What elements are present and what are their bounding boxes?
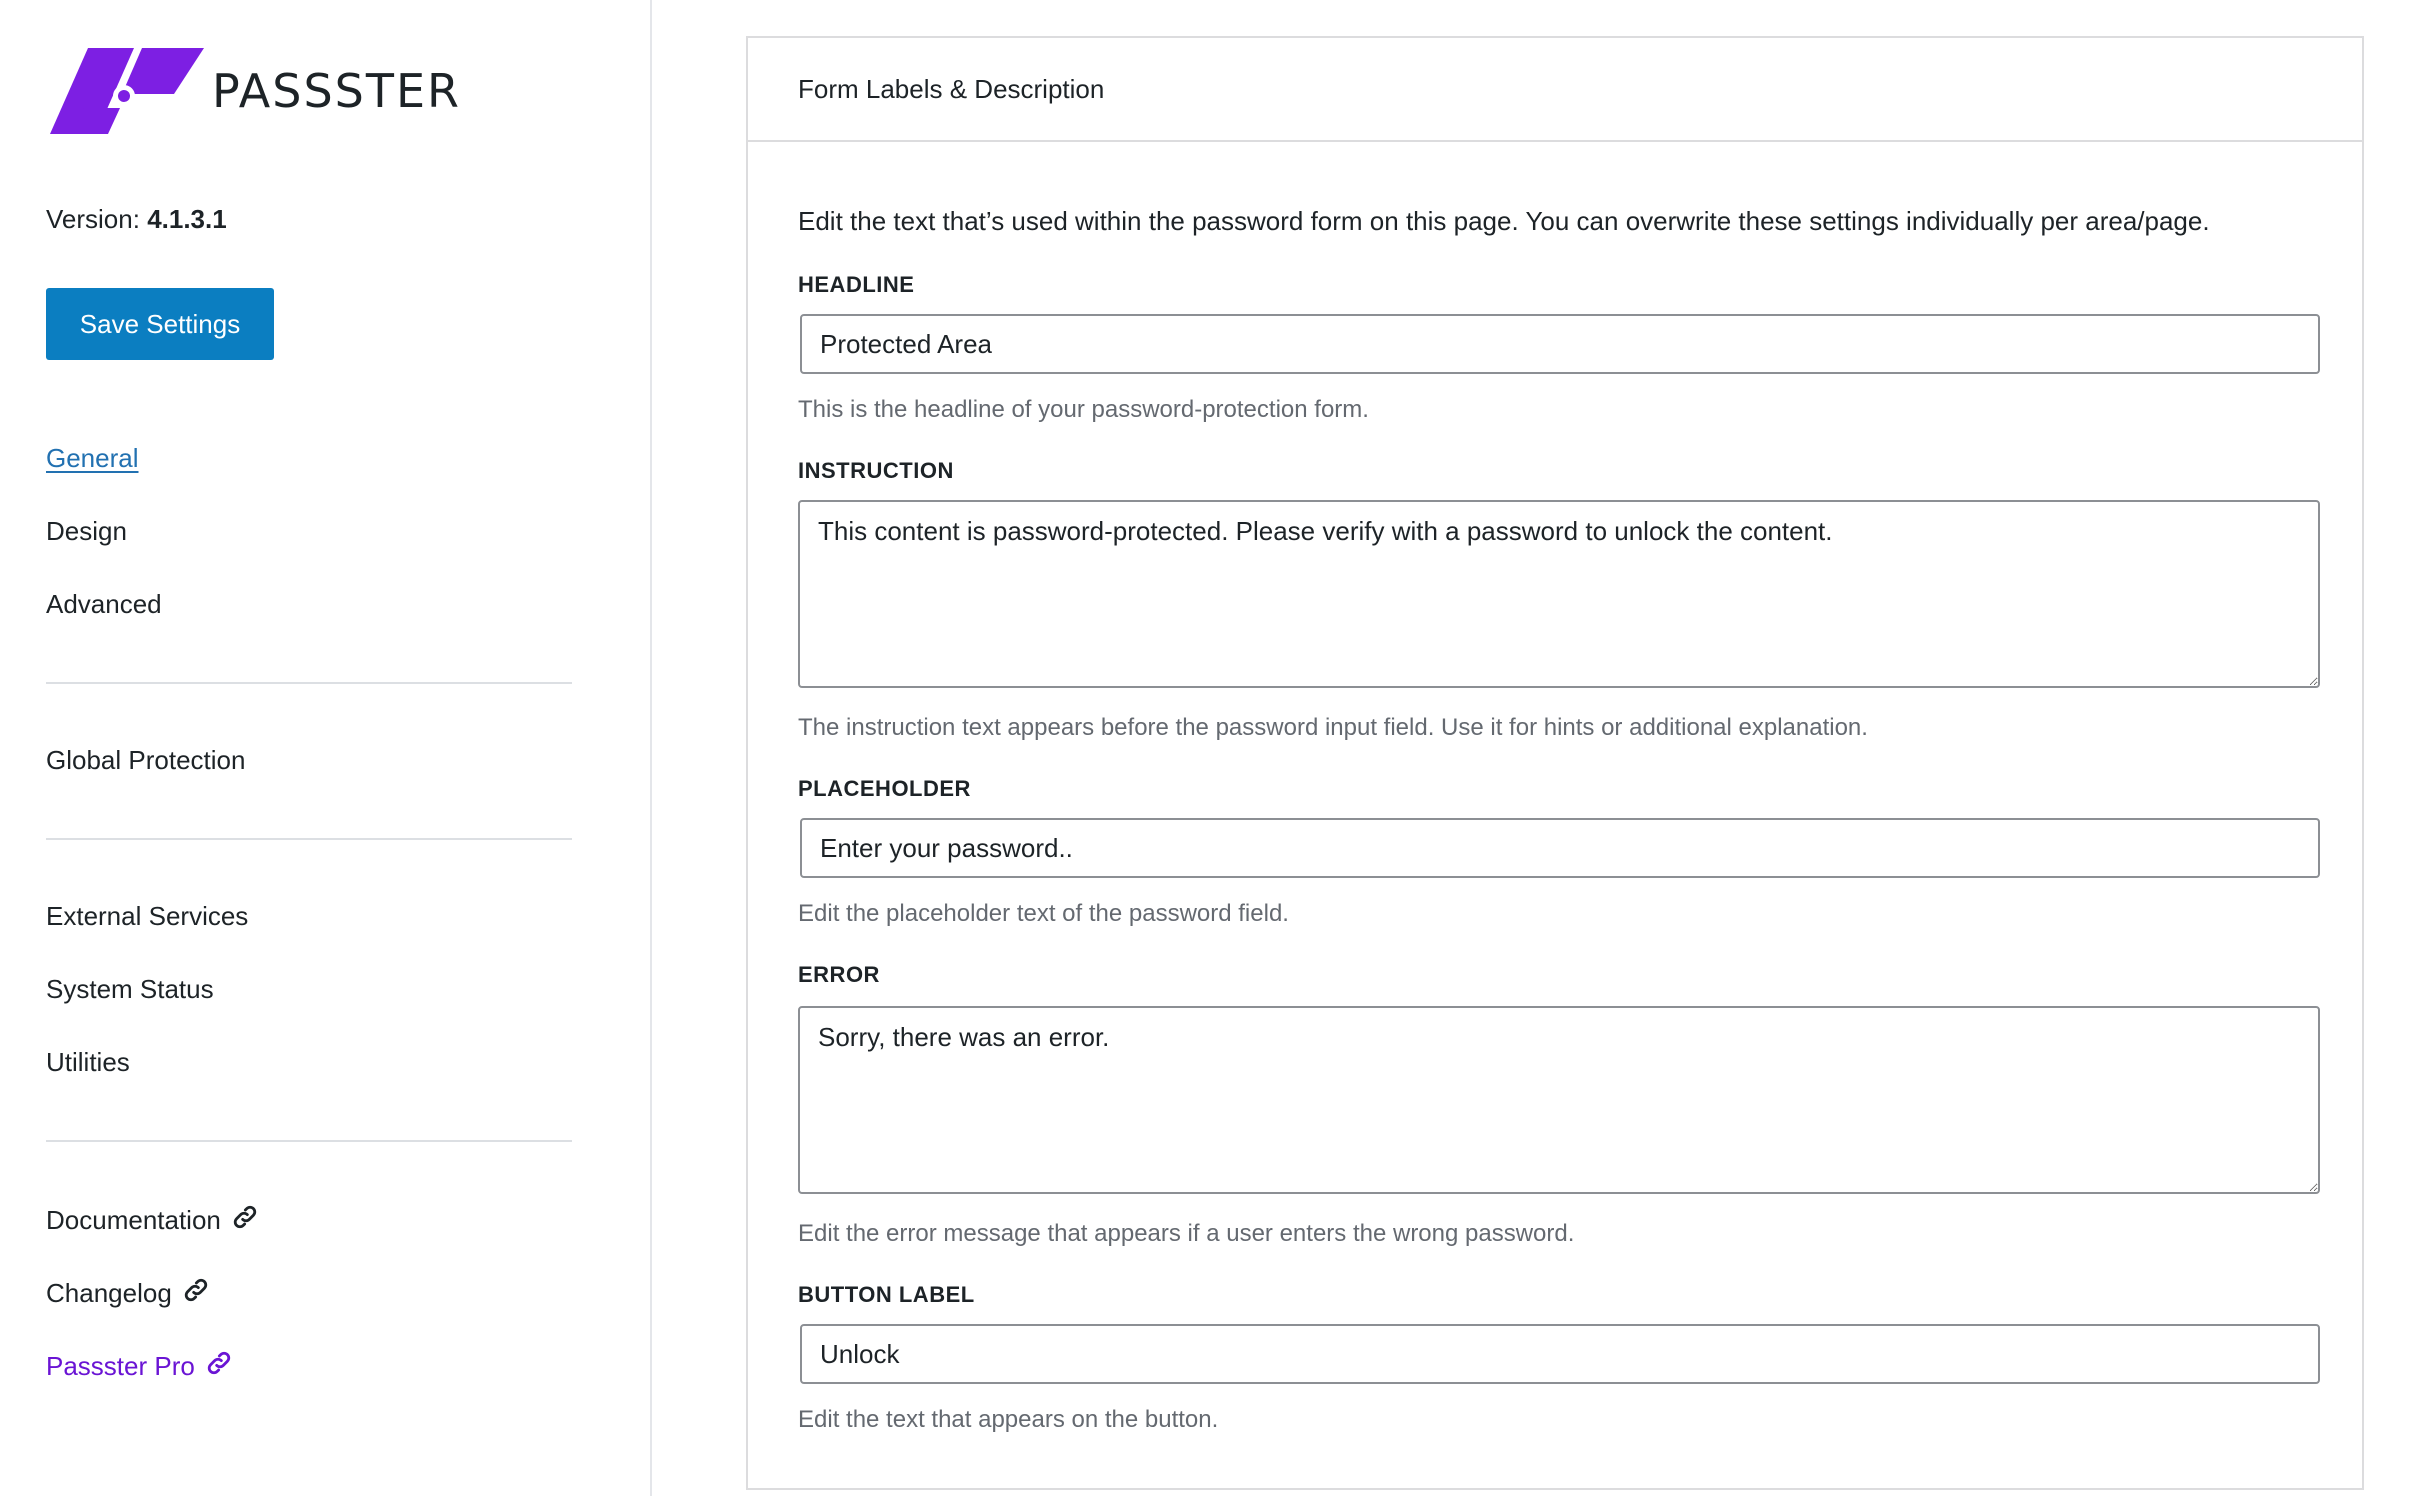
headline-label: HEADLINE (798, 272, 915, 297)
nav-item-passster-pro-label: Passster Pro (46, 1351, 195, 1381)
button-label-label: BUTTON LABEL (798, 1282, 975, 1307)
card-intro: Edit the text that’s used within the password form on this page. You can overwrite these settings individually per area/page. (798, 206, 2210, 236)
nav-divider (46, 838, 572, 840)
passster-logo (50, 48, 461, 134)
version-label: Version: (46, 204, 140, 234)
nav-item-passster-pro[interactable] (46, 1349, 233, 1384)
placeholder-help: Edit the placeholder text of the password field. (798, 900, 1289, 927)
nav-item-system-status[interactable]: System Status (46, 974, 214, 1004)
nav-divider (46, 682, 572, 684)
version-info (46, 204, 227, 235)
headline-input[interactable] (800, 314, 2320, 374)
form-labels-card (746, 36, 2364, 1490)
error-help: Edit the error message that appears if a user enters the wrong password. (798, 1220, 1575, 1247)
card-title: Form Labels & Description (798, 74, 1105, 104)
nav-item-global-protection[interactable]: Global Protection (46, 745, 246, 775)
placeholder-input[interactable] (800, 818, 2320, 878)
link-icon (231, 1203, 259, 1238)
nav-item-changelog-label: Changelog (46, 1278, 172, 1308)
error-label: ERROR (798, 962, 880, 987)
nav-item-design[interactable]: Design (46, 516, 127, 546)
nav-item-external-services[interactable]: External Services (46, 901, 249, 931)
nav-item-utilities[interactable]: Utilities (46, 1047, 130, 1077)
version-number: 4.1.3.1 (147, 204, 227, 234)
save-settings-button[interactable]: Save Settings (46, 288, 274, 360)
card-header (748, 38, 2362, 142)
settings-sidebar (0, 0, 652, 1496)
button-label-help: Edit the text that appears on the button. (798, 1406, 1219, 1433)
nav-item-advanced[interactable]: Advanced (46, 589, 162, 619)
instruction-help: The instruction text appears before the password input field. Use it for hints or additional explanation. (798, 714, 1868, 741)
button-label-input[interactable] (800, 1324, 2320, 1384)
nav-item-documentation[interactable] (46, 1203, 259, 1238)
nav-item-changelog[interactable] (46, 1276, 210, 1311)
nav-divider (46, 1140, 572, 1142)
link-icon (182, 1276, 210, 1311)
instruction-textarea[interactable] (798, 500, 2320, 688)
passster-logo-icon (50, 48, 204, 134)
nav-item-documentation-label: Documentation (46, 1205, 221, 1235)
nav-item-general[interactable]: General (46, 443, 139, 473)
placeholder-label: PLACEHOLDER (798, 776, 971, 801)
brand-name: PASSSTER (212, 64, 461, 118)
headline-help: This is the headline of your password-protection form. (798, 396, 1369, 423)
link-icon (205, 1349, 233, 1384)
instruction-label: INSTRUCTION (798, 458, 954, 483)
error-textarea[interactable] (798, 1006, 2320, 1194)
